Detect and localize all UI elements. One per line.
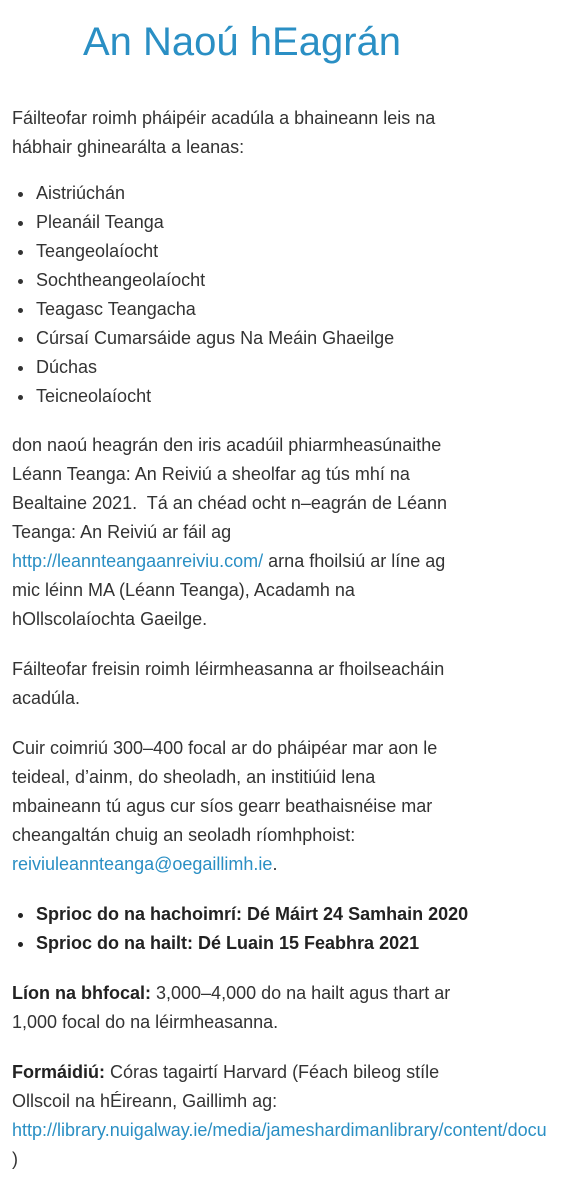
submission-paragraph bbox=[12, 734, 584, 879]
journal-website-link[interactable]: http://leannteangaanreiviu.com/ bbox=[12, 551, 264, 571]
reviews-paragraph bbox=[12, 655, 584, 713]
list-item: • Cúrsaí Cumarsáide agus Na Meáin Ghaeilge bbox=[35, 324, 584, 353]
deadline-item: • Sprioc do na hailt: Dé Luain 15 Feabhra 2021 bbox=[35, 929, 584, 958]
reviews-line-1: Fáilteofar freisin roimh léirmheasanna ar fhoilseacháin bbox=[12, 659, 445, 679]
list-item: • Teagasc Teangacha bbox=[35, 295, 584, 324]
email-link[interactable]: reiviuleannteanga@oegaillimh.ie bbox=[12, 854, 273, 874]
list-item: • Aistriúchán bbox=[35, 179, 584, 208]
format-line-1: Córas tagairtí Harvard (Féach bileog stíle bbox=[105, 1062, 440, 1082]
style-guide-link[interactable]: http://library.nuigalway.ie/media/jameshardimanlibrary/content/docu bbox=[12, 1120, 547, 1140]
word-count-paragraph bbox=[12, 979, 584, 1037]
submission-line-1: Cuir coimriú 300–400 focal ar do pháipéar mar aon le bbox=[12, 738, 438, 758]
journal-line-4: Teanga: An Reiviú ar fáil ag bbox=[12, 522, 232, 542]
intro-line-1: Fáilteofar roimh pháipéir acadúla a bhaineann leis na bbox=[12, 108, 436, 128]
word-count-line-1: 3,000–4,000 do na hailt agus thart ar bbox=[151, 983, 451, 1003]
submission-line-3: mbaineann tú agus cur síos gearr beathaisnéise mar bbox=[12, 796, 433, 816]
format-line-2: Ollscoil na hÉireann, Gaillimh ag: bbox=[12, 1091, 278, 1111]
journal-paragraph bbox=[12, 431, 584, 634]
list-item: • Teicneolaíocht bbox=[35, 382, 584, 411]
submission-line-4: cheangaltán chuig an seoladh ríomhphoist: bbox=[12, 825, 356, 845]
journal-line-7: hOllscolaíochta Gaeilge. bbox=[12, 609, 208, 629]
deadline-item: • Sprioc do na hachoimrí: Dé Máirt 24 Samhain 2020 bbox=[35, 900, 584, 929]
intro-line-2: hábhair ghinearálta a leanas: bbox=[12, 137, 245, 157]
journal-line-2: Léann Teanga: An Reiviú a sheolfar ag tús mhí na bbox=[12, 464, 410, 484]
page-title: An Naoú hEagrán bbox=[83, 20, 402, 64]
format-line-4: ) bbox=[12, 1149, 18, 1169]
word-count-line-2: 1,000 focal do na léirmheasanna. bbox=[12, 1012, 279, 1032]
list-item: • Teangeolaíocht bbox=[35, 237, 584, 266]
deadlines-list bbox=[12, 900, 584, 958]
format-paragraph bbox=[12, 1058, 584, 1174]
format-label: Formáidiú: bbox=[12, 1062, 105, 1082]
intro-paragraph bbox=[12, 104, 584, 162]
list-item: • Sochtheangeolaíocht bbox=[35, 266, 584, 295]
journal-line-5: arna fhoilsiú ar líne ag bbox=[263, 551, 446, 571]
journal-line-6: mic léinn MA (Léann Teanga), Acadamh na bbox=[12, 580, 355, 600]
list-item: • Dúchas bbox=[35, 353, 584, 382]
reviews-line-2: acadúla. bbox=[12, 688, 81, 708]
journal-line-1: don naoú heagrán den iris acadúil phiarmheasúnaithe bbox=[12, 435, 442, 455]
journal-line-3: Bealtaine 2021. Tá an chéad ocht n–eagrán de Léann bbox=[12, 493, 448, 513]
word-count-label: Líon na bhfocal: bbox=[12, 983, 151, 1003]
list-item: • Pleanáil Teanga bbox=[35, 208, 584, 237]
topics-list bbox=[12, 179, 584, 411]
submission-line-2: teideal, d’ainm, do sheoladh, an institiúid lena bbox=[12, 767, 376, 787]
email-suffix: . bbox=[272, 854, 278, 874]
